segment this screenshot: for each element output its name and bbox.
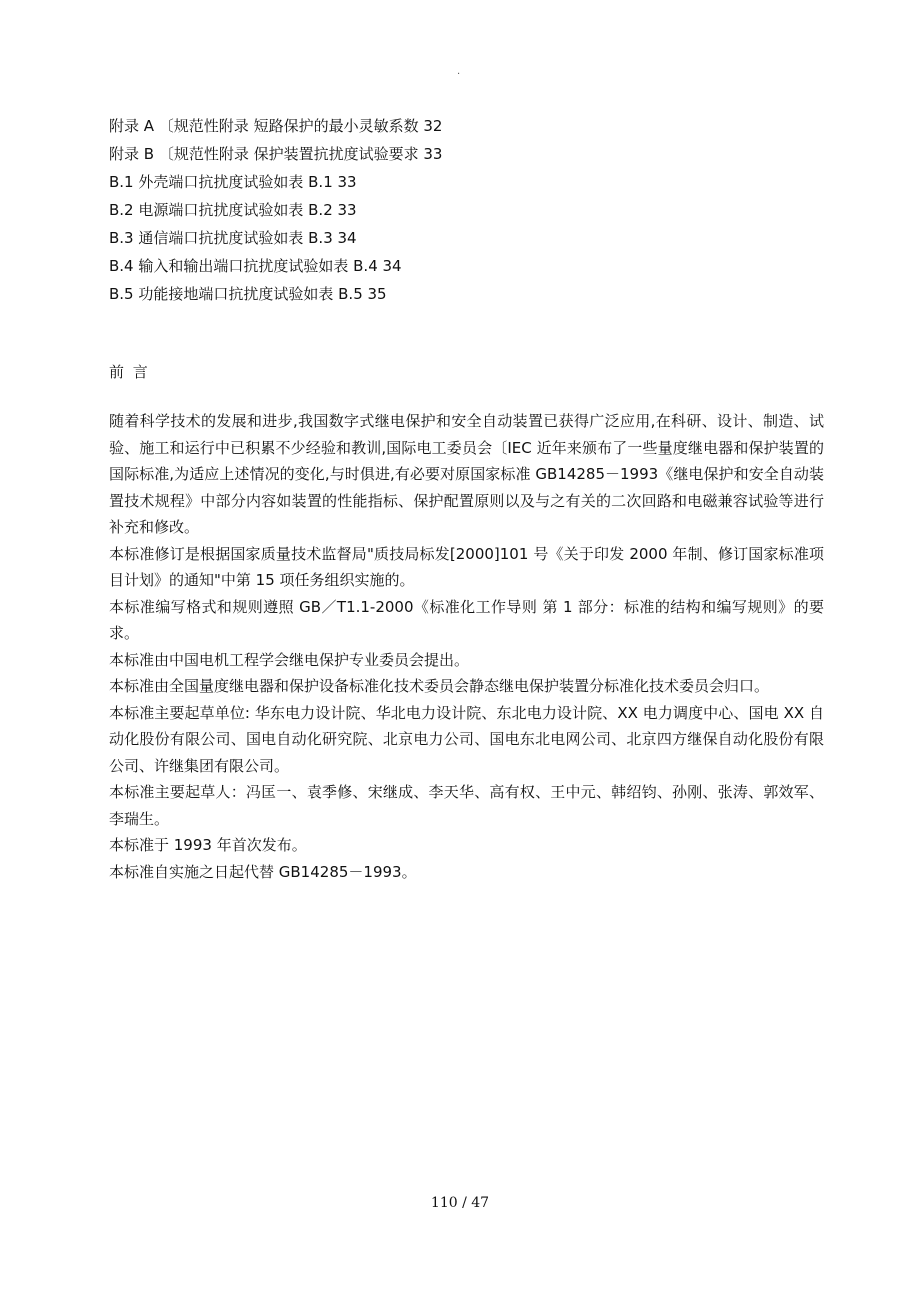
foreword-paragraph-intro: 随着科学技术的发展和进步,我国数字式继电保护和安全自动装置已获得广泛应用,在科研、设计、制造、试验、施工和运行中已积累不少经验和教训,国际电工委员会〔IEC 近年来颁布了一些量度继电器和保护装置的国际标准,为适应上述情况的变化,与时俱进,有必要对原国家标准 GB14285－1993《继电保护和安全自动装置技术规程》中部分内容如装置的性能指标、保护配置原则以及与之有关的二次回路和电磁兼容试验等进行补充和修改。 (109, 412, 824, 536)
foreword-body (109, 408, 824, 885)
toc-entry-b1[interactable]: B.1 外壳端口抗扰度试验如表 B.1 33 (109, 173, 357, 191)
foreword-paragraph-revision-basis: 本标准修订是根据国家质量技术监督局"质技局标发[2000]101 号《关于印发 2000 年制、修订国家标准项目计划》的通知"中第 15 项任务组织实施的。 (109, 544, 824, 589)
foreword-paragraph-administrator: 本标准由全国量度继电器和保护设备标准化技术委员会静态继电保护装置分标准化技术委员会归口。 (109, 677, 770, 695)
header-mark: . (457, 66, 461, 77)
toc-entry-b2[interactable]: B.2 电源端口抗扰度试验如表 B.2 33 (109, 201, 357, 219)
foreword-paragraph-proposer: 本标准由中国电机工程学会继电保护专业委员会提出。 (109, 650, 470, 669)
foreword-paragraph-drafters: 本标准主要起草人：冯匡一、袁季修、宋继成、李天华、高有权、王中元、韩绍钧、孙刚、张涛、郭效军、李瑞生。 (109, 783, 824, 828)
foreword-paragraph-drafting-units: 本标准主要起草单位: 华东电力设计院、华北电力设计院、东北电力设计院、XX 电力调度中心、国电 XX 自动化股份有限公司、国电自动化研究院、北京电力公司、国电东北电网公司、北京四方继保自动化股份有限公司、许继集团有限公司。 (109, 703, 824, 775)
foreword-title: 前 言 (109, 363, 150, 381)
table-of-contents (109, 112, 824, 308)
toc-entry-b4[interactable]: B.4 输入和输出端口抗扰度试验如表 B.4 34 (109, 257, 402, 275)
foreword-paragraph-first-release: 本标准于 1993 年首次发布。 (109, 836, 307, 854)
foreword-paragraph-format-rules: 本标准编写格式和规则遵照 GB／T1.1-2000《标准化工作导则 第 1 部分：标准的结构和编写规则》的要求。 (109, 597, 824, 642)
toc-entry-b5[interactable]: B.5 功能接地端口抗扰度试验如表 B.5 35 (109, 285, 387, 303)
toc-entry-appendix-a[interactable]: 附录 A 〔规范性附录 短路保护的最小灵敏系数 32 (109, 117, 443, 135)
page-number: 110 / 47 (430, 1195, 490, 1211)
toc-entry-appendix-b[interactable]: 附录 B 〔规范性附录 保护装置抗扰度试验要求 33 (109, 145, 443, 163)
document-body (109, 112, 824, 885)
foreword-paragraph-replacement: 本标准自实施之日起代替 GB14285－1993。 (109, 862, 417, 881)
toc-entry-b3[interactable]: B.3 通信端口抗扰度试验如表 B.3 34 (109, 229, 357, 247)
